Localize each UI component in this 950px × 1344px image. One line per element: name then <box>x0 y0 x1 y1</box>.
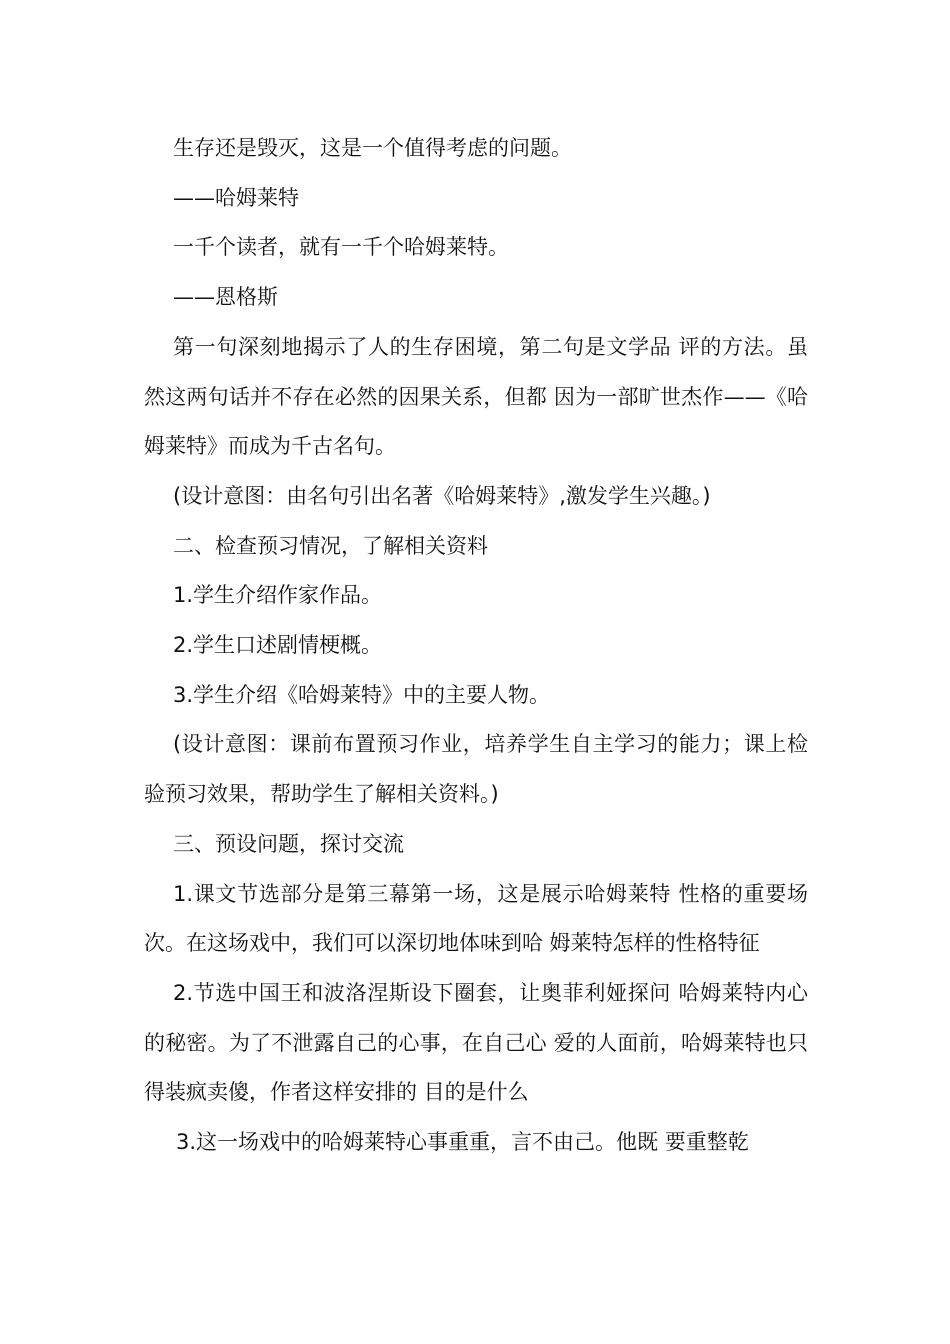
quote-text: 生存还是毁灭，这是一个值得考虑的问题。 <box>173 136 572 160</box>
quote-attribution: ——哈姆莱特 <box>173 185 299 210</box>
list-item: 1.学生介绍作家作品。 <box>173 583 383 608</box>
design-note: (设计意图：由名句引出名著《哈姆莱特》,激发学生兴趣。) <box>173 483 711 508</box>
document-page <box>144 124 808 1168</box>
list-item: 2.学生口述剧情梗概。 <box>173 633 383 658</box>
list-item: 3.学生介绍《哈姆莱特》中的主要人物。 <box>173 682 551 707</box>
list-item: 3.这一场戏中的哈姆莱特心事重重，言不由己。他既 要重整乾 <box>176 1130 749 1155</box>
quote-text: 一千个读者，就有一千个哈姆莱特。 <box>173 235 509 260</box>
list-item: 1.课文节选部分是第三幕第一场，这是展示哈姆莱特 性格的重要场次。在这场戏中，我们可以深切地体味到哈 姆莱特怎样的性格特征 <box>144 881 808 956</box>
section-heading: 二、检查预习情况，了解相关资料 <box>173 533 488 558</box>
intro-paragraph: 第一句深刻地揭示了人的生存困境，第二句是文学品 评的方法。虽然这两句话并不存在必然的因果关系，但都 因为一部旷世杰作——《哈姆莱特》而成为千古名句。 <box>144 334 808 459</box>
quote-attribution: ——恩格斯 <box>173 285 278 310</box>
section-heading: 三、预设问题，探讨交流 <box>173 831 404 856</box>
design-note: (设计意图：课前布置预习作业，培养学生自主学习的能力；课上检验预习效果，帮助学生了解相关资料。) <box>144 732 808 807</box>
list-item: 2.节选中国王和波洛涅斯设下圈套，让奥菲利娅探问 哈姆莱特内心的秘密。为了不泄露自己的心事，在自己心 爱的人面前，哈姆莱特也只得装疯卖傻，作者这样安排的 目的是什么 <box>144 980 808 1105</box>
